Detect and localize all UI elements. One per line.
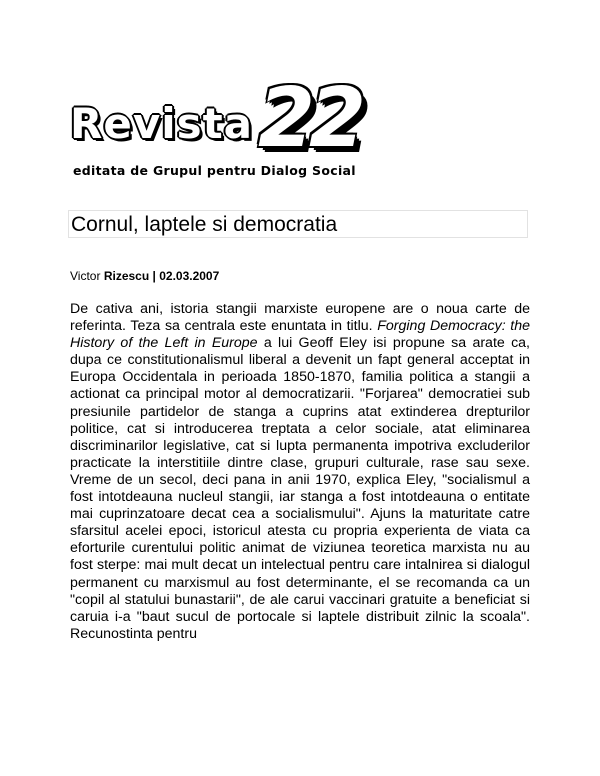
logo-number: 22 <box>258 71 361 166</box>
byline <box>70 268 219 284</box>
article-title: Cornul, laptele si democratia <box>71 213 338 236</box>
author-first-name: Victor <box>70 269 101 283</box>
article-text-part2: a lui Geoff Eley isi propune sa arate ca, dupa ce constitutionalismul liberal a devenit un fapt general acceptat in Europa Occidentala in perioada 1850-1870, familia politica a stangii a actionat ca principal motor al democratizarii. "Forjarea" democratiei sub presiunile partidelor de stanga a cuprins atat extinderea drepturilor politice, cat si introducerea treptata a celor sociale, atat eliminarea discriminarilor legislative, cat si lupta permanenta impotriva excluderilor practicate la interstitiile dintre clase, grupuri culturale, rase sau sexe. Vreme de un secol, deci pana in anii 1970, explica Eley, "socialismul a fost intotdeauna nucleul stangii, iar stanga a fost intotdeauna o entitate mai cuprinzatoare decat cea a socialismului". Ajuns la maturitate catre sfarsitul acelei epoci, istoricul atesta cu propria experienta de viata ca eforturile curentului politic animat de viziunea teoretica marxista nu au fost sterpe: mai mult decat un intelectual pentru care intalnirea si dialogul permanent cu marxismul au fost determinante, el se recomanda ca un "copil al statului bunastarii", de ale carui vaccinari gratuite a beneficiat si caruia i-a "baut sucul de portocale si laptele distribuit zilnic la scoala". Recunostinta pentru <box>70 335 530 642</box>
author-last-name: Rizescu <box>103 269 150 283</box>
byline-separator: | <box>152 269 156 283</box>
article-text-part1: De cativa ani, istoria stangii marxiste europene are o noua carte de referinta. Teza sa centrala este enuntata in titlu. <box>70 301 530 335</box>
revista22-logo <box>70 71 380 180</box>
logo-tagline: editata de Grupul pentru Dialog Social <box>73 163 356 178</box>
article-paragraph <box>70 301 530 643</box>
article-date: 02.03.2007 <box>159 269 220 283</box>
article-body <box>70 301 530 643</box>
title-box <box>68 210 528 238</box>
book-title: Forging Democracy: the History of the Left in Europe <box>70 318 530 352</box>
logo-word: Revista <box>70 99 254 148</box>
